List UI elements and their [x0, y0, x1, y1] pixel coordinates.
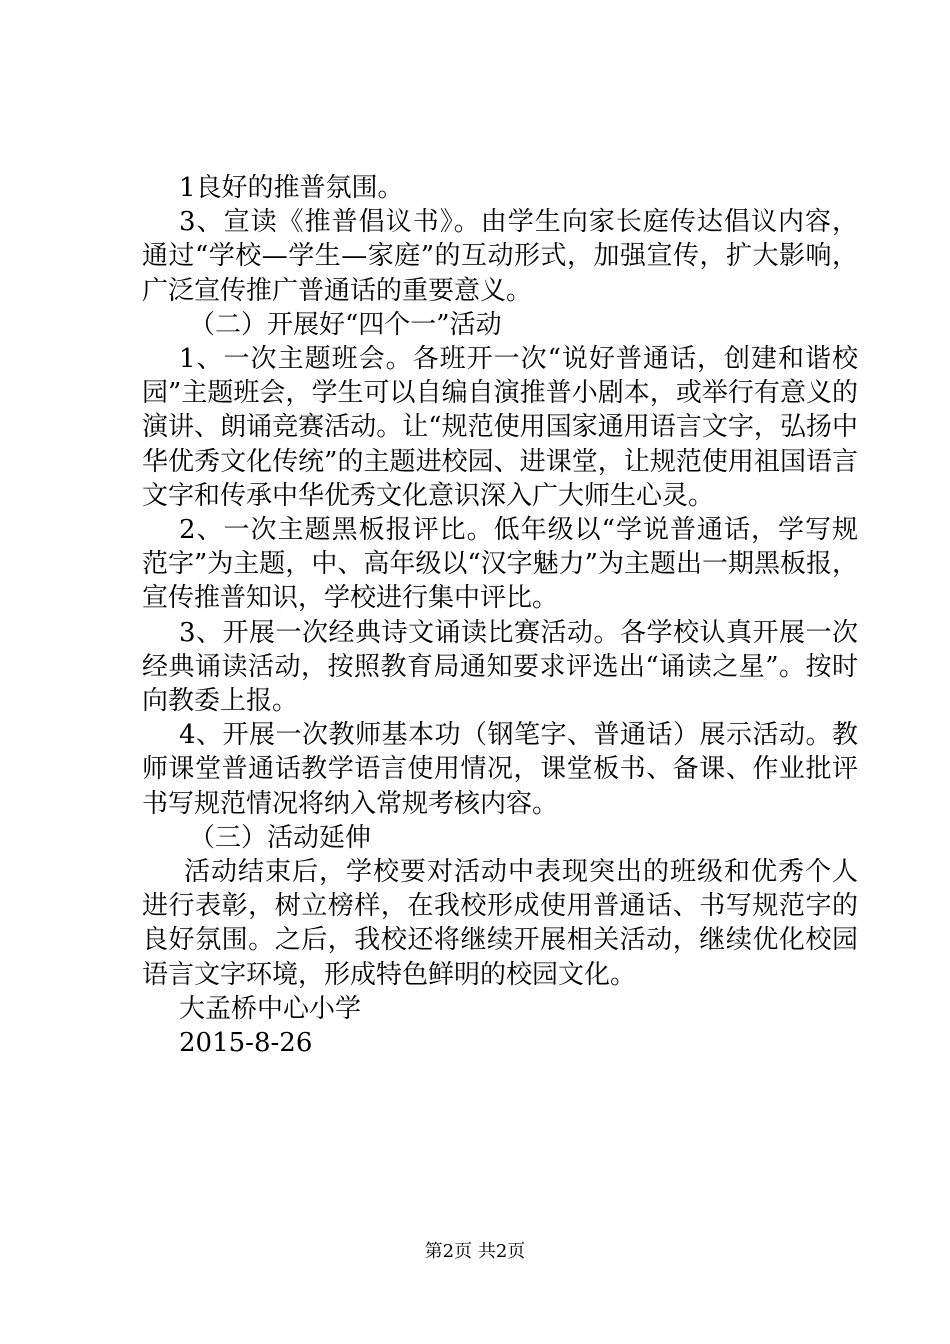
page-footer [0, 1241, 950, 1263]
section-heading-extension: （三）活动延伸 [189, 822, 372, 853]
paragraph-proposal-reading: 3、宣读《推普倡议书》。由学生向家长庭传达倡议内容，通过“学校—学生—家庭”的互动形式，加强宣传，扩大影响，广泛宣传推广普通话的重要意义。 [142, 207, 858, 306]
document-body [142, 171, 858, 1060]
paragraph-conclusion: 活动结束后，学校要对活动中表现突出的班级和优秀个人进行表彰，树立榜样，在我校形成使用普通话、书写规范字的良好氛围。之后，我校还将继续开展相关活动，继续优化校园语言文字环境，形成特色鲜明的校园文化。 [142, 857, 858, 990]
paragraph-teacher-skills: 4、开展一次教师基本功（钢笔字、普通话）展示活动。教师课堂普通话教学语言使用情况，课堂板书、备课、作业批评书写规范情况将纳入常规考核内容。 [142, 720, 858, 819]
page-number-label: 第2页 共2页 [424, 1241, 526, 1262]
section-heading-four-activities: （二）开展好“四个一”活动 [189, 309, 502, 340]
paragraph-theme-class-meeting: 1、一次主题班会。各班开一次“说好普通话，创建和谐校园”主题班会，学生可以自编自演推普小剧本，或举行有意义的演讲、朗诵竞赛活动。让“规范使用国家通用语言文字，弘扬中华优秀文化传统”的主题进校园、进课堂，让规范使用祖国语言文字和传承中华优秀文化意识深入广大师生心灵。 [142, 344, 858, 511]
paragraph-blackboard-contest: 2、一次主题黑板报评比。低年级以“学说普通话，学写规范字”为主题，中、高年级以“汉字魅力”为主题出一期黑板报，宣传推普知识，学校进行集中评比。 [142, 515, 858, 614]
paragraph-continuation: 1良好的推普氛围。 [179, 173, 404, 203]
paragraph-poetry-recitation: 3、开展一次经典诗文诵读比赛活动。各学校认真开展一次经典诵读活动，按照教育局通知要求评选出“诵读之星”。按时向教委上报。 [142, 617, 858, 717]
signature-organization: 大孟桥中心小学 [179, 993, 362, 1024]
signature-date: 2015-8-26 [179, 1028, 313, 1059]
